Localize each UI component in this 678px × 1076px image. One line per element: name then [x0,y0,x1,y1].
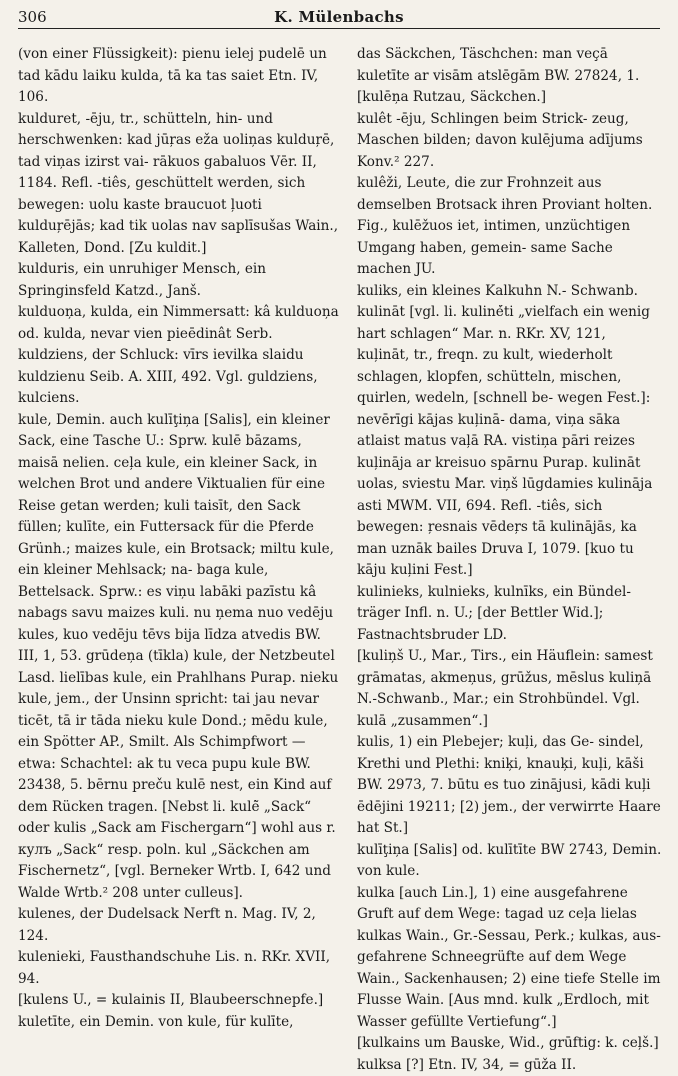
entry-kulda-continued: (von einer Flüssigkeit): pienu ielej pudelē un tad kādu laiku kulda, tā ka tas saiet Etn. IV, 106. [18,44,342,109]
right-column [357,44,662,1000]
entry-kuletite-continued: das Säckchen, Täschchen: man veçā kuletīte ar visām atslēgām BW. 27824, 1. [357,44,662,87]
entry-kuliks: kuliks, ein kleines Kalkuhn N.- Schwanb. [357,281,662,303]
entry-kulinieks: kulinieks, kulnieks, kulnīks, ein Bündel- träger Infl. n. U.; [der Bettler Wid.]; Fastnachtsbruder LD. [357,582,662,647]
entry-kulitina: kulīţiņa [Salis] od. kulītīte BW 2743, Demin. von kule. [357,840,662,883]
entry-kulens: [kulens U., = kulainis II, Blaubeerschnepfe.] [18,990,342,1012]
page-header [18,6,660,29]
entry-kulduris: kulduris, ein unruhiger Mensch, ein Springinsfeld Katzd., Janš. [18,259,342,302]
entry-kulet: kulêt -ēju, Schlingen beim Strick- zeug, Maschen bilden; davon kulējuma adījums Konv.² 227. [357,109,662,174]
entry-kulkains: [kulkains um Bauske, Wid., grūftig: k. ceļš.] [357,1033,662,1055]
entry-kulenes: kulenes, der Dudelsack Nerft n. Mag. IV, 2, 124. [18,904,342,947]
entry-kulezi: kulêži, Leute, die zur Frohnzeit aus demselben Brotsack ihren Proviant holten. Fig., kulēžuos iet, intimen, unzüchtigen Umgang haben, gemein- same Sache machen JU. [357,173,662,281]
entry-kulenieki: kulenieki, Fausthandschuhe Lis. n. RKr. XVII, 94. [18,947,342,990]
page-number: 306 [18,8,47,26]
entry-kulka: kulka [auch Lin.], 1) eine ausgefahrene Gruft auf dem Wege: tagad uz ceļa lielas kulkas Wain., Gr.-Sessau, Perk.; kulkas, aus- gefahrene Schneegrüfte auf dem Wege Wain., Sackenhausen; 2) eine tiefe Stelle im Flusse Wain. [Aus mnd. kulk „Erdloch, mit Wasser gefüllte Vertiefung“.] [357,883,662,1034]
entry-kulduona: kulduoņa, kulda, ein Nimmersatt: kâ kulduoņa od. kulda, nevar vien pieēdinât Serb. [18,302,342,345]
entry-kulksa: kulksa [?] Etn. IV, 34, = gūža II. [357,1055,662,1076]
left-column [18,44,342,1000]
running-title: K. Mülenbachs [18,8,660,26]
entry-kulinat: kulināt [vgl. li. kulinė́ti „vielfach ein wenig hart schlagen“ Mar. n. RKr. XV, 121, kuļināt, tr., freqn. zu kult, wiederholt schlagen, klopfen, schütteln, mischen, quirlen, wedeln, [schnell be- wegen Fest.]: nevērīgi kājas kuļinā- dama, viņa sāka atlaist matus vaļā RA. vistiņa pāri reizes kuļināja ar kreisuo spārnu Purap. kulināt uolas, sviestu Mar. viņš lūgdamies kulināja asti MWM. VII, 694. Refl. -tiês, sich bewegen: ŗesnais vēdeŗs tā kulinājās, ka man uznāk bailes Druva I, 1079. [kuo tu kāju kuļini Fest.] [357,302,662,582]
entry-kuldziens: kuldziens, der Schluck: vīrs ievilka slaidu kuldzienu Seib. A. XIII, 492. Vgl. guldziens, kulciens. [18,345,342,410]
entry-kulis: kulis, 1) ein Plebejer; kuļi, das Ge- sindel, Krethi und Plethi: kniķi, knauķi, kuļi, kāši BW. 2973, 7. būtu es tuo zinājusi, kādi kuļi ēdējini 19211; [2) jem., der verwirrte Haare hat St.] [357,732,662,840]
entry-kulduret: kulduret, -ēju, tr., schütteln, hin- und herschwenken: kad jūŗas eža uoliņas kulduŗē, tad viņas izirst vai- rākuos gabaluos Vēr. II, 1184. Refl. -tiês, geschüttelt werden, sich bewegen: uolu kaste braucuot ļuoti kulduŗējās; kad tik uolas nav saplīsušas Wain., Kalleten, Dond. [Zu kuldit.] [18,109,342,260]
entry-kulins: [kuliņš U., Mar., Tirs., ein Häuflein: samest grāmatas, akmeņus, grūžus, mēslus kuliņā N.-Schwanb., Mar.; ein Strohbündel. Vgl. kulā „zusammen“.] [357,646,662,732]
entry-kuletite: kuletīte, ein Demin. von kule, für kulīte, [18,1012,342,1034]
entry-kule: kule, Demin. auch kulīţiņa [Salis], ein kleiner Sack, eine Tasche U.: Sprw. kulē bāzams, maisā nelien. ceļa kule, ein kleiner Sack, in welchen Brot und andere Viktualien für eine Reise getan werden; kuli taisīt, den Sack füllen; kulīte, ein Futtersack für die Pferde Grünh.; maizes kule, ein Brotsack; miltu kule, ein kleiner Mehlsack; na- baga kule, Bettelsack. Sprw.: es viņu labāki pazīstu kâ nabags savu maizes kuli. nu ņema nuo vedēju kules, kuo vedēju tēvs bija līdza atvedis BW. III, 1, 53. grūdeņa (tīkla) kule, der Netzbeutel Lasd. lielības kule, ein Prahlhans Purap. nieku kule, jem., der Unsinn spricht: tai jau nevar ticēt, tā ir tāda nieku kule Dond.; mēdu kule, ein Spötter AP., Smilt. Als Schimpfwort — etwa: Schachtel: ak tu veca pupu kule BW. 23438, 5. bērnu preču kulē nest, ein Kind auf dem Rücken tragen. [Nebst li. kulė̃ „Sack“ oder kulis „Sack am Fischergarn“] wohl aus r. кулъ „Sack“ resp. poln. kul „Säckchen am Fischernetz“, [vgl. Berneker Wrtb. I, 642 und Walde Wrtb.² 208 unter culleus]. [18,410,342,905]
entry-kulena: [kulēņa Rutzau, Säckchen.] [357,87,662,109]
